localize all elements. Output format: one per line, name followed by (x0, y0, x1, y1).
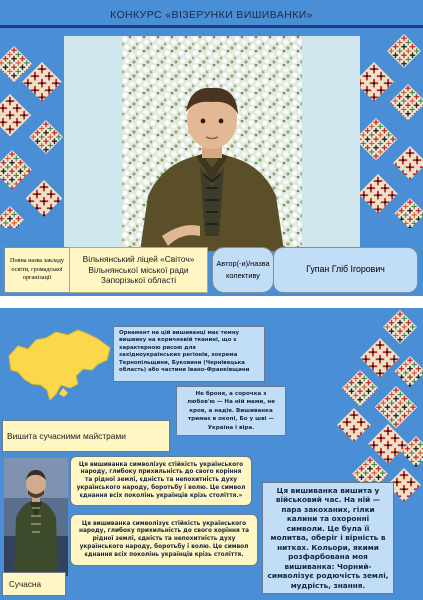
modern-label: Сучасна (9, 579, 41, 589)
symbol-text-2: Ця вишиванка символізує стійкість українського народу, глибоку прихильність до свого коріння та рідної землі, єдність та непохитність духу українського народу, боротьбу і волю. Це символ єднання всіх поколінь українців крізь століття. (78, 520, 250, 558)
author-label-box (212, 247, 274, 293)
page-separator (0, 296, 423, 308)
author-label: Автор(-и)/назва колективу (216, 259, 270, 280)
ukraine-map-icon (6, 322, 114, 404)
masters-label: Вишита сучасними майстрами (7, 431, 126, 441)
institution-label-box (4, 247, 70, 293)
author-name-box (273, 247, 418, 293)
military-text: Ця вишиванка вишита у військовий час. На ній — пара закоханих, гілки калини та охоронні символи. Це була її молитва, оберіг і вірність в нитках. Кольори, якими розфарбована моя вишиванка: Чорний-символізує родючість землі, мудрість, знання. (267, 485, 389, 590)
page-one (0, 0, 423, 296)
symbol-text-box-1 (70, 456, 252, 506)
embroidery-ornament-right (352, 28, 423, 228)
ornament-description-box (113, 326, 265, 382)
portrait-photo (122, 36, 302, 251)
poem-text: Не броня, а сорочка з любов'ю — На ній мами, не кров, а надія. Вишиванка тримає в окопі, Бо у шві — Україна і віра. (186, 391, 276, 431)
man-photo (4, 458, 68, 576)
institution-name-box (69, 247, 208, 293)
embroidery-ornament-left (0, 28, 74, 228)
symbol-text-box-2 (70, 514, 258, 566)
military-text-box (262, 482, 394, 594)
masters-label-box (2, 420, 170, 452)
contest-title: КОНКУРС «ВІЗЕРУНКИ ВИШИВАНКИ» (110, 9, 313, 21)
institution-name: Вільнянський ліцей «Світоч» Вільнянської міської ради Запорізької області (82, 253, 195, 286)
symbol-text-1: Ця вишиванка символізує стійкість українського народу, глибоку прихильність до свого коріння та рідної землі, єдність та непохитність духу українського народу, боротьбу і волю. Це символ єднання всіх поколінь українців крізь століття.» (76, 461, 246, 499)
poem-box (176, 386, 286, 436)
author-name: Гупан Гліб Ігорович (306, 264, 385, 275)
institution-label: Повна назва закладу освіти, громадської організації (10, 256, 64, 282)
ornament-description: Орнамент на цій вишиванці має темну вишивку на коричневій тканині, що є характерною рисою для західноукраїнських регіонів, зокрема Тернопільщини, Буковини (Чернівецька область) або частини Івано-Франківщини (119, 330, 250, 374)
page-two (0, 308, 423, 600)
modern-label-box (2, 572, 66, 596)
